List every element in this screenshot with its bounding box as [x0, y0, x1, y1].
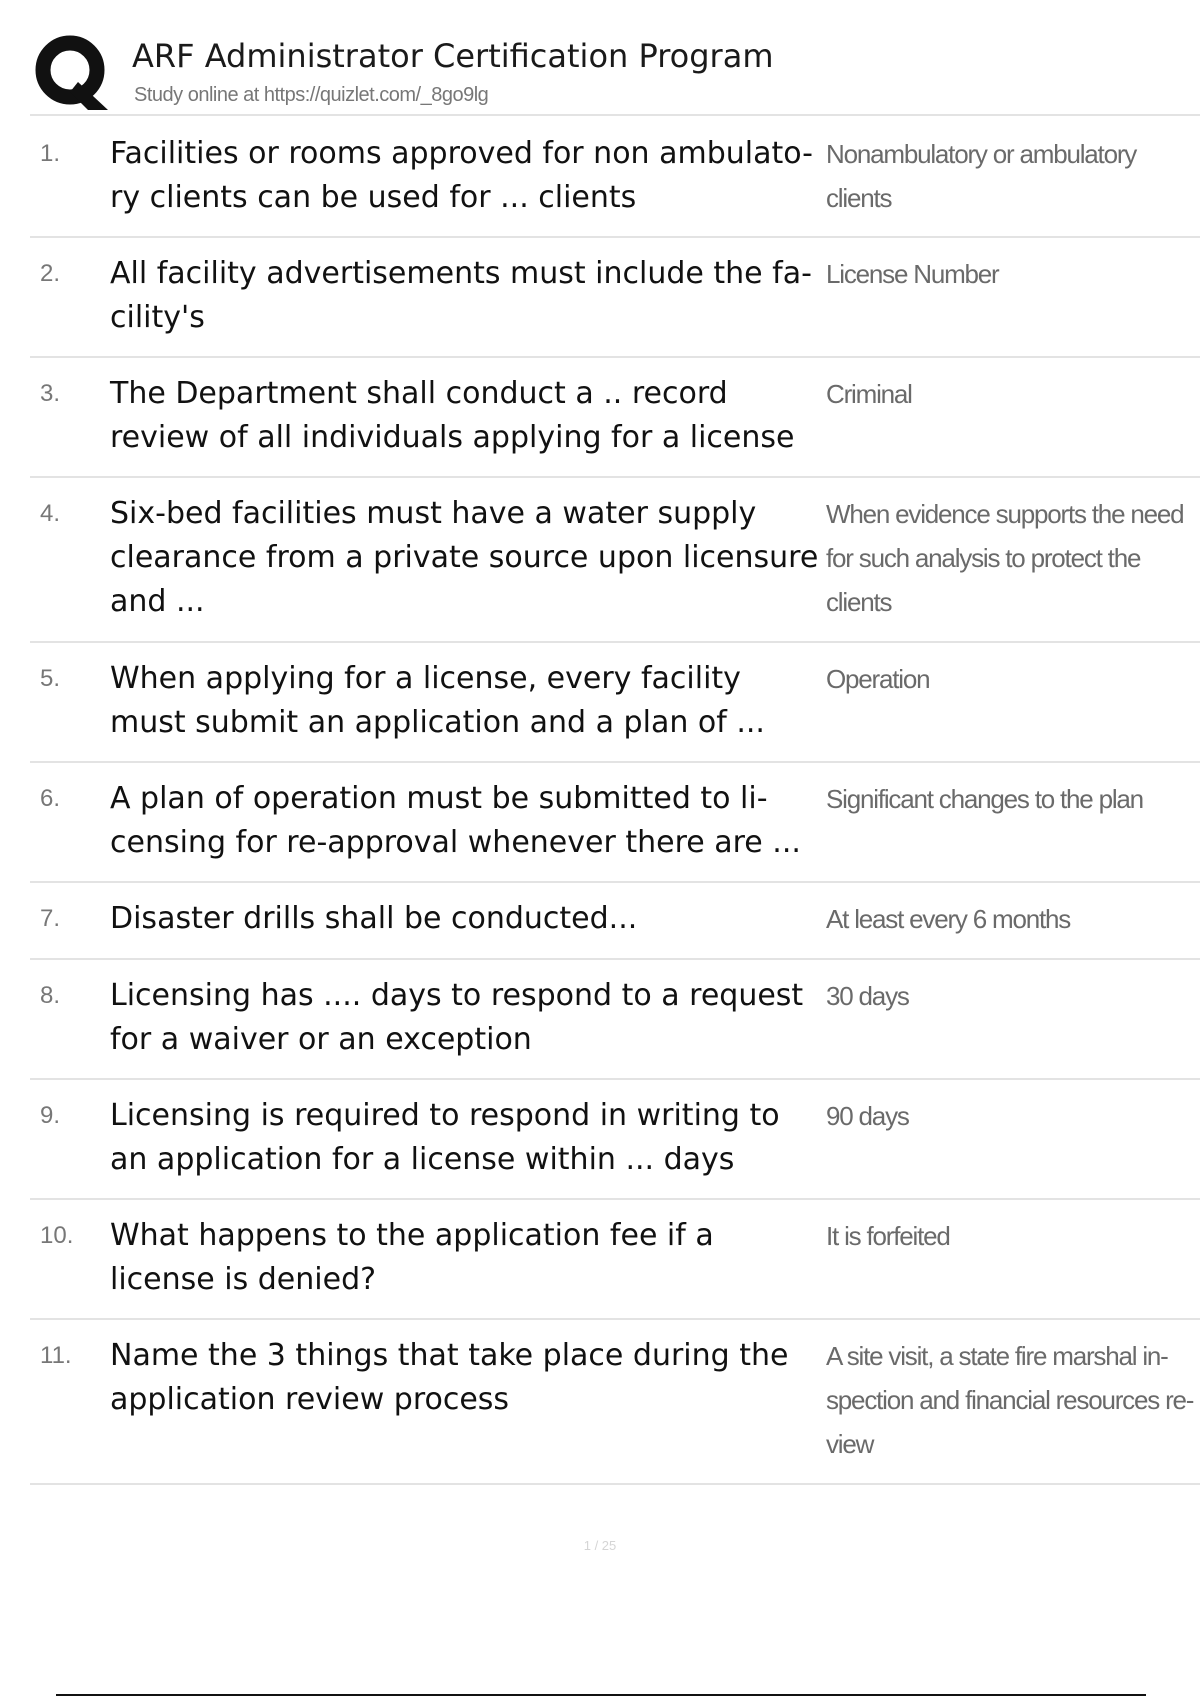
flashcard-row [30, 478, 1200, 643]
card-definition: 30 days [826, 981, 909, 1011]
card-number: 11. [40, 1342, 72, 1369]
card-term: What happens to the application fee if a license is denied? [110, 1218, 714, 1297]
card-number: 9. [40, 1102, 61, 1129]
page-number: 1 / 25 [583, 1538, 617, 1553]
flashcard-row [30, 643, 1200, 763]
card-number: 4. [40, 500, 61, 527]
flashcard-row [30, 358, 1200, 478]
card-term: Name the 3 things that take place during the application review process [110, 1338, 789, 1417]
card-term: All facility advertisements must include the fa- cility's [110, 256, 812, 335]
card-number: 5. [40, 665, 61, 692]
card-number: 7. [40, 905, 61, 932]
flashcard-row [30, 238, 1200, 358]
card-definition: Operation [826, 664, 930, 694]
card-number: 6. [40, 785, 61, 812]
card-number: 10. [40, 1222, 74, 1249]
flashcard-row [30, 1080, 1200, 1200]
card-definition: A site visit, a state fire marshal in- spection and financial resources re- view [826, 1341, 1194, 1459]
flashcard-row [30, 118, 1200, 238]
card-definition: License Number [826, 259, 999, 289]
card-number: 3. [40, 380, 61, 407]
card-term: Facilities or rooms approved for non ambulato- ry clients can be used for ... clients [110, 136, 813, 215]
card-definition: 90 days [826, 1101, 909, 1131]
card-term: Disaster drills shall be conducted... [110, 901, 638, 936]
card-term: Six-bed facilities must have a water supply clearance from a private source upon licensure and ... [110, 496, 819, 619]
quizlet-logo-icon [32, 32, 112, 112]
card-term: Licensing is required to respond in writing to an application for a license within ... days [110, 1098, 780, 1177]
card-definition: It is forfeited [826, 1221, 950, 1251]
card-definition: When evidence supports the need for such analysis to protect the clients [826, 499, 1184, 617]
flashcard-row [30, 763, 1200, 883]
flashcard-list [30, 118, 1200, 1485]
flashcard-row [30, 1320, 1200, 1485]
card-term: Licensing has .... days to respond to a request for a waiver or an exception [110, 978, 804, 1057]
flashcard-row [30, 960, 1200, 1080]
study-online-link-text: Study online at https://quizlet.com/_8go9lg [134, 84, 489, 106]
card-term: A plan of operation must be submitted to li- censing for re-approval whenever there are ... [110, 781, 801, 860]
document-title: ARF Administrator Certification Program [132, 37, 774, 75]
card-number: 8. [40, 982, 61, 1009]
card-number: 1. [40, 140, 61, 167]
document-header [30, 28, 1200, 116]
card-term: When applying for a license, every facility must submit an application and a plan of ... [110, 661, 765, 740]
flashcard-row [30, 883, 1200, 960]
flashcard-row [30, 1200, 1200, 1320]
card-definition: Significant changes to the plan [826, 784, 1143, 814]
footer-divider [56, 1694, 1146, 1696]
card-definition: At least every 6 months [826, 904, 1071, 934]
card-term: The Department shall conduct a .. record review of all individuals applying for a license [110, 376, 795, 455]
card-number: 2. [40, 260, 61, 287]
card-definition: Criminal [826, 379, 912, 409]
card-definition: Nonambulatory or ambulatory clients [826, 139, 1137, 213]
